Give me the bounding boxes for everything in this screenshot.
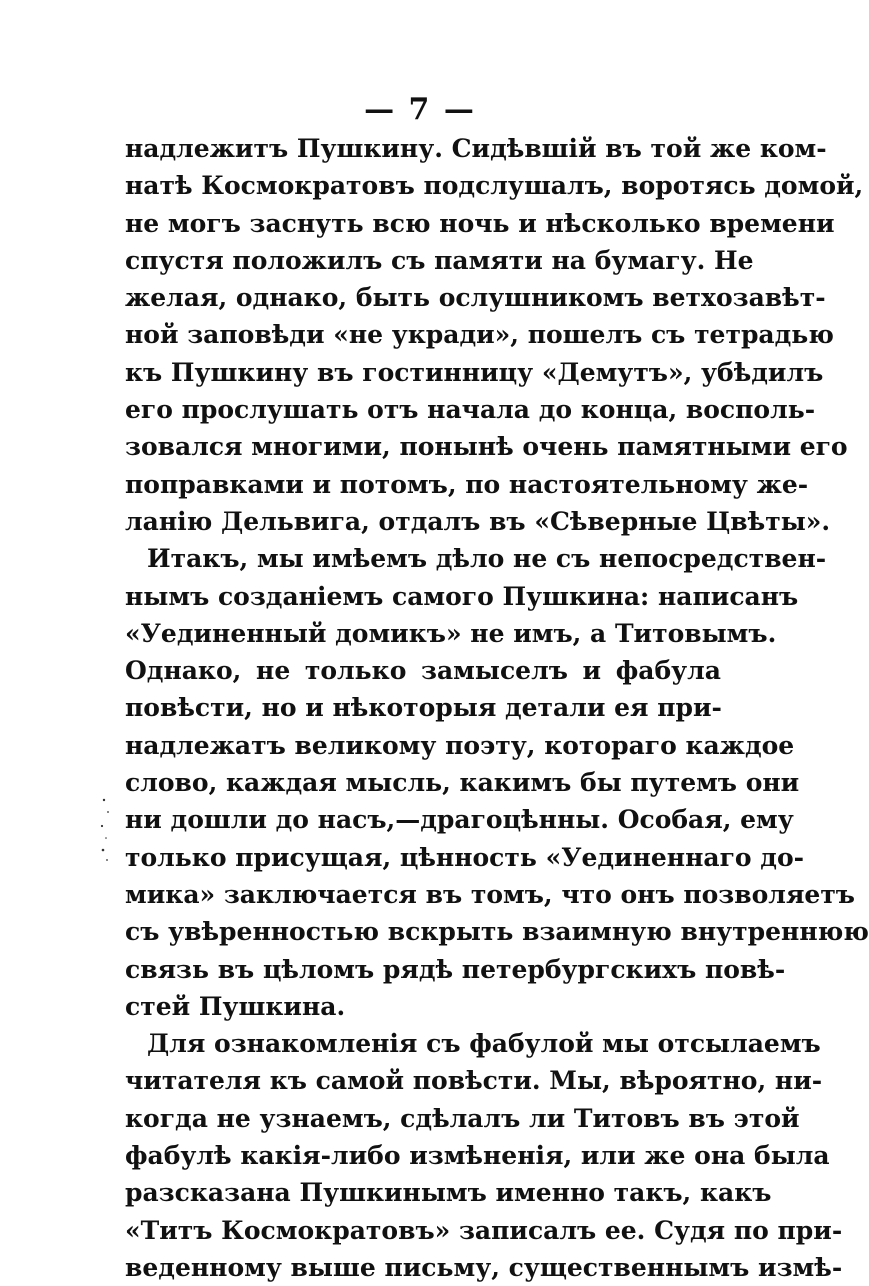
text-line: нымъ созданіемъ самого Пушкина: написанъ [125,581,799,611]
text-line: фабулѣ какія-либо измѣненія, или же она была [125,1141,830,1171]
text-line: ной заповѣди «не укради», пошелъ съ тетрадью [125,320,834,350]
text-line: къ Пушкину въ гостинницу «Демутъ», убѣдилъ [125,357,824,387]
text-line: не могъ заснуть всю ночь и нѣсколько времени [125,208,835,238]
text-line: надлежатъ великому поэту, котораго каждое [125,730,795,760]
text-line: повѣсти, но и нѣкоторыя детали ея при- [125,693,722,723]
scan-specks [96,790,126,870]
page-number: — 7 — [364,92,476,127]
text-line: съ увѣренностью вскрыть взаимную внутреннюю [125,917,869,947]
text-line: читателя къ самой повѣсти. Мы, вѣроятно, ни- [125,1066,823,1096]
text-line: разсказана Пушкинымъ именно такъ, какъ [125,1178,772,1208]
text-line: слово, каждая мысль, какимъ бы путемъ они [125,768,800,798]
text-line: поправками и потомъ, по настоятельному же- [125,469,809,499]
text-line: надлежитъ Пушкину. Сидѣвшій въ той же ком- [125,134,827,163]
text-line: когда не узнаемъ, сдѣлалъ ли Титовъ въ этой [125,1103,800,1133]
text-line: мика» заключается въ томъ, что онъ позволяетъ [125,879,855,909]
text-line: ланію Дельвига, отдалъ въ «Сѣверные Цвѣты». [125,506,831,536]
text-line: его прослушать отъ начала до конца, восполь- [125,395,816,425]
text-line: зовался многими, понынѣ очень памятными его [125,432,848,462]
text-line: желая, однако, быть ослушникомъ ветхозавѣт- [125,283,826,313]
text-line: Однако, не только замыселъ и фабула [125,656,721,686]
paragraph-end-line: стей Пушкина. [125,991,346,1021]
text-line: спустя положилъ съ памяти на бумагу. Не [125,245,754,275]
text-line: ни дошли до насъ,—драгоцѣнны. Особая, ему [125,805,794,835]
text-line: «Титъ Космократовъ» записалъ ее. Судя по при- [125,1215,843,1245]
text-line: связь въ цѣломъ рядѣ петербургскихъ повѣ- [125,954,786,984]
paragraph-start-line: Для ознакомленія съ фабулой мы отсылаемъ [147,1029,821,1059]
text-line: только присущая, цѣнность «Уединеннаго до- [125,842,805,872]
paragraph-start-line: Итакъ, мы имѣемъ дѣло не съ непосредствен- [147,544,827,574]
text-line: натѣ Космократовъ подслушалъ, воротясь домой, [125,171,864,201]
text-line: «Уединенный домикъ» не имъ, а Титовымъ. [125,618,777,648]
text-line: веденному выше письму, существеннымъ измѣ- [125,1252,843,1282]
body-text [125,130,869,1286]
